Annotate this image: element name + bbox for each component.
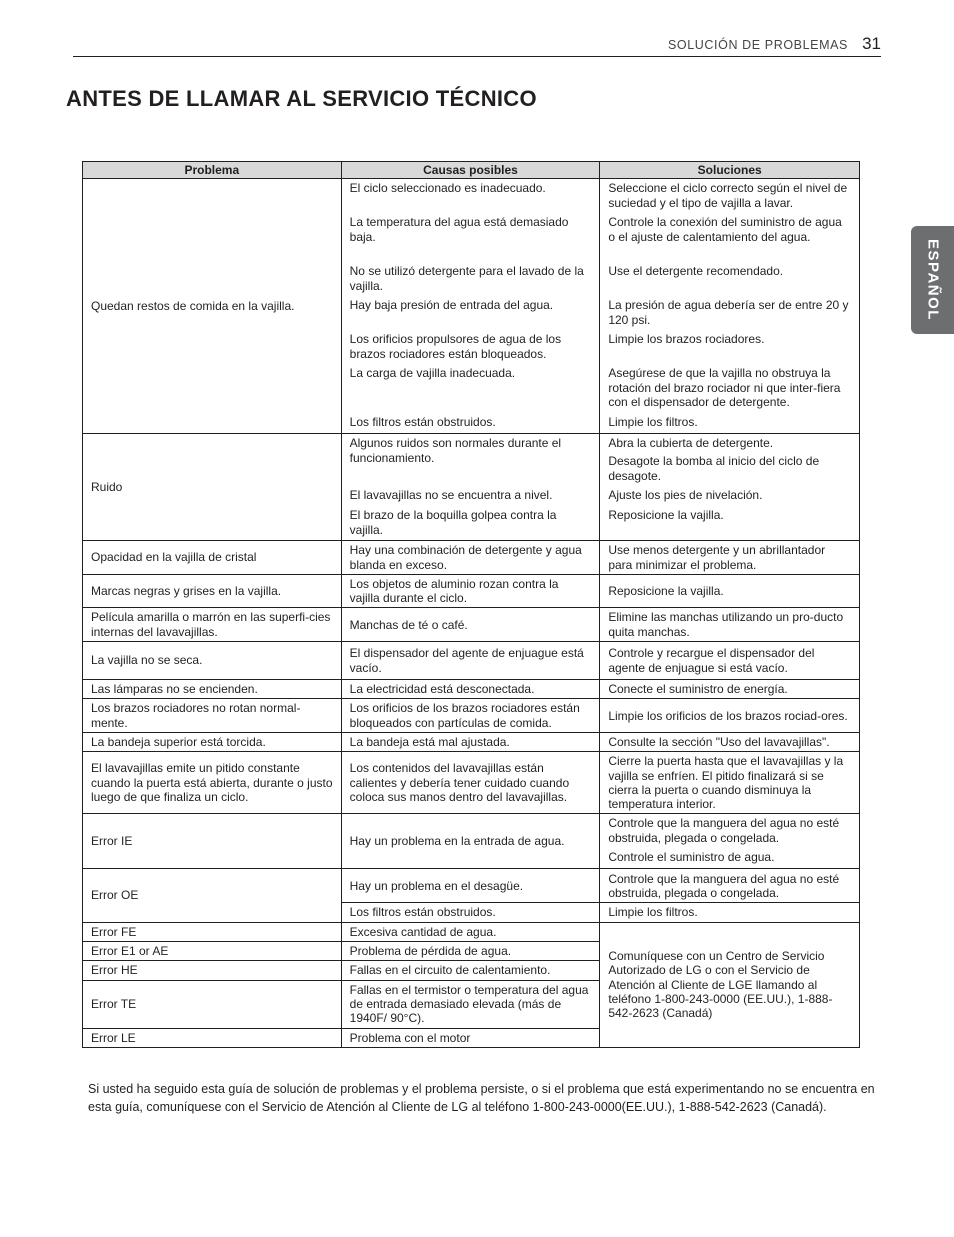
table-row [83, 922, 860, 941]
solution-cell: Reposicione la vajilla. [600, 574, 860, 608]
solution-line: Asegúrese de que la vajilla no obstruya la rotación del brazo rociador ni que inter-fiera con el dispensador de detergente. [608, 366, 841, 409]
cause-cell: Los objetos de aluminio rozan contra la vajilla durante el ciclo. [341, 574, 600, 608]
solution-line: Controle la conexión del suministro de agua o el ajuste de calentamiento del agua. [608, 215, 842, 244]
problem-cell: Película amarilla o marrón en las superfi-cies internas del lavavajillas. [83, 608, 342, 642]
problem-cell: Error OE [83, 869, 342, 922]
problem-cell: Los brazos rociadores no rotan normal-mente. [83, 699, 342, 733]
solution-cell: Limpie los orificios de los brazos rociad-ores. [600, 699, 860, 733]
header-causes: Causas posibles [341, 162, 600, 179]
cause-cell: Fallas en el termistor o temperatura del agua de entrada demasiado elevada (más de 1940F/ 90°C). [341, 980, 600, 1028]
header-problem: Problema [83, 162, 342, 179]
solution-line: Controle el suministro de agua. [608, 850, 775, 865]
table-row [83, 179, 860, 434]
solution-line: Abra la cubierta de detergente. [608, 436, 774, 451]
cause-cell: Los orificios de los brazos rociadores están bloqueados con partículas de comida. [341, 699, 600, 733]
table-row [83, 642, 860, 680]
cause-line: La temperatura del agua está demasiado baja. [349, 215, 569, 244]
problem-cell: Error TE [83, 980, 342, 1028]
solution-line: Limpie los filtros. [608, 415, 698, 430]
header-rule [73, 56, 881, 57]
service-solution-cell: Comuníquese con un Centro de Servicio Autorizado de LG o con el Servicio de Atención al Cliente de LGE llamando al teléfono 1-800-243-0000 (EE.UU.), 1-888-542-2623 (Canadá) [600, 922, 860, 1047]
problem-cell: Error FE [83, 922, 342, 941]
solution-line: Seleccione el ciclo correcto según el nivel de suciedad y el tipo de vajilla a lavar. [608, 181, 848, 210]
cause-line: La carga de vajilla inadecuada. [349, 366, 516, 381]
table-row [83, 574, 860, 608]
problem-cell: La bandeja superior está torcida. [83, 732, 342, 751]
header-section-title: SOLUCIÓN DE PROBLEMAS [667, 38, 848, 52]
table-header-row [83, 162, 860, 179]
solution-cell: Cierre la puerta hasta que el lavavajillas y la vajilla se enfríen. El pitido finalizará si se cierra la puerta o cuando disminuya la temperatura interior. [600, 752, 860, 814]
table-row [83, 680, 860, 699]
table-row [83, 869, 860, 903]
table-row [83, 608, 860, 642]
cause-line: El lavavajillas no se encuentra a nivel. [349, 488, 553, 503]
solution-cell: Use menos detergente y un abrillantador para minimizar el problema. [600, 541, 860, 575]
table-row [83, 434, 860, 541]
solutions-cell [600, 814, 860, 869]
language-tab-label: ESPAÑOL [924, 239, 941, 321]
problem-cell: La vajilla no se seca. [83, 642, 342, 680]
solution-cell: Consulte la sección "Uso del lavavajillas". [600, 732, 860, 751]
header-solutions: Soluciones [600, 162, 860, 179]
table-row [83, 814, 860, 869]
cause-cell: Hay una combinación de detergente y agua blanda en exceso. [341, 541, 600, 575]
cause-cell: Problema de pérdida de agua. [341, 942, 600, 961]
cause-line: El ciclo seleccionado es inadecuado. [349, 181, 546, 196]
solution-cell: Conecte el suministro de energía. [600, 680, 860, 699]
cause-line: Hay baja presión de entrada del agua. [349, 298, 554, 313]
cause-cell: Los contenidos del lavavajillas están calientes y debería tener cuidado cuando coloca sus manos dentro del lavavajillas. [341, 752, 600, 814]
problem-cell: Error E1 or AE [83, 942, 342, 961]
table-row [83, 699, 860, 733]
footer-note: Si usted ha seguido esta guía de solución de problemas y el problema persiste, o si el problema que está experimentando no se encuentra en esta guía, comuníquese con el Servicio de Atención al Cliente de LG al teléfono 1-800-243-0000(EE.UU.), 1-888-542-2623 (Canadá). [88, 1081, 875, 1114]
solutions-cell [600, 179, 860, 434]
problem-cell: El lavavajillas emite un pitido constante cuando la puerta está abierta, durante o justo luego de que finaliza un ciclo. [83, 752, 342, 814]
cause-cell: Hay un problema en la entrada de agua. [341, 814, 600, 869]
page-title: ANTES DE LLAMAR AL SERVICIO TÉCNICO [66, 86, 537, 111]
cause-line: Algunos ruidos son normales durante el funcionamiento. [349, 436, 562, 465]
cause-cell: Excesiva cantidad de agua. [341, 922, 600, 941]
solution-line: Reposicione la vajilla. [608, 508, 724, 523]
solution-line: Ajuste los pies de nivelación. [608, 488, 763, 503]
cause-cell: La bandeja está mal ajustada. [341, 732, 600, 751]
problem-cell: Marcas negras y grises en la vajilla. [83, 574, 342, 608]
table-row [83, 732, 860, 751]
cause-cell: Problema con el motor [341, 1028, 600, 1047]
solution-cell: Limpie los filtros. [600, 903, 860, 922]
solution-line: La presión de agua debería ser de entre 20 y 120 psi. [608, 298, 849, 327]
cause-cell: Fallas en el circuito de calentamiento. [341, 961, 600, 980]
cause-cell: El dispensador del agente de enjuague está vacío. [341, 642, 600, 680]
cause-cell: Manchas de té o café. [341, 608, 600, 642]
cause-line: Los orificios propulsores de agua de los brazos rociadores están bloqueados. [349, 332, 562, 361]
language-tab [911, 226, 954, 334]
cause-cell: Hay un problema en el desagüe. [341, 869, 600, 903]
table-row [83, 541, 860, 575]
problem-cell: Error HE [83, 961, 342, 980]
cause-cell: La electricidad está desconectada. [341, 680, 600, 699]
solution-cell: Controle que la manguera del agua no esté obstruida, plegada o congelada. [600, 869, 860, 903]
solution-cell: Elimine las manchas utilizando un pro-ducto quita manchas. [600, 608, 860, 642]
solutions-cell [600, 434, 860, 541]
cause-line: Los filtros están obstruidos. [349, 415, 496, 430]
problem-cell: Error LE [83, 1028, 342, 1047]
solution-cell: Controle y recargue el dispensador del agente de enjuague si está vacío. [600, 642, 860, 680]
problem-cell: Las lámparas no se encienden. [83, 680, 342, 699]
causes-cell [341, 434, 600, 541]
problem-cell: Quedan restos de comida en la vajilla. [83, 179, 342, 434]
table-row [83, 752, 860, 814]
problem-cell: Ruido [83, 434, 342, 541]
cause-line: No se utilizó detergente para el lavado de la vajilla. [349, 264, 584, 293]
page-number: 31 [862, 34, 881, 53]
problem-cell: Error IE [83, 814, 342, 869]
solution-line: Limpie los brazos rociadores. [608, 332, 765, 347]
troubleshooting-table [82, 161, 860, 1048]
cause-cell: Los filtros están obstruidos. [341, 903, 600, 922]
cause-line: El brazo de la boquilla golpea contra la vajilla. [349, 508, 557, 537]
solution-line: Controle que la manguera del agua no esté obstruida, plegada o congelada. [608, 816, 840, 845]
causes-cell [341, 179, 600, 434]
solution-line: Use el detergente recomendado. [608, 264, 784, 279]
problem-cell: Opacidad en la vajilla de cristal [83, 541, 342, 575]
solution-line: Desagote la bomba al inicio del ciclo de desagote. [608, 454, 820, 483]
